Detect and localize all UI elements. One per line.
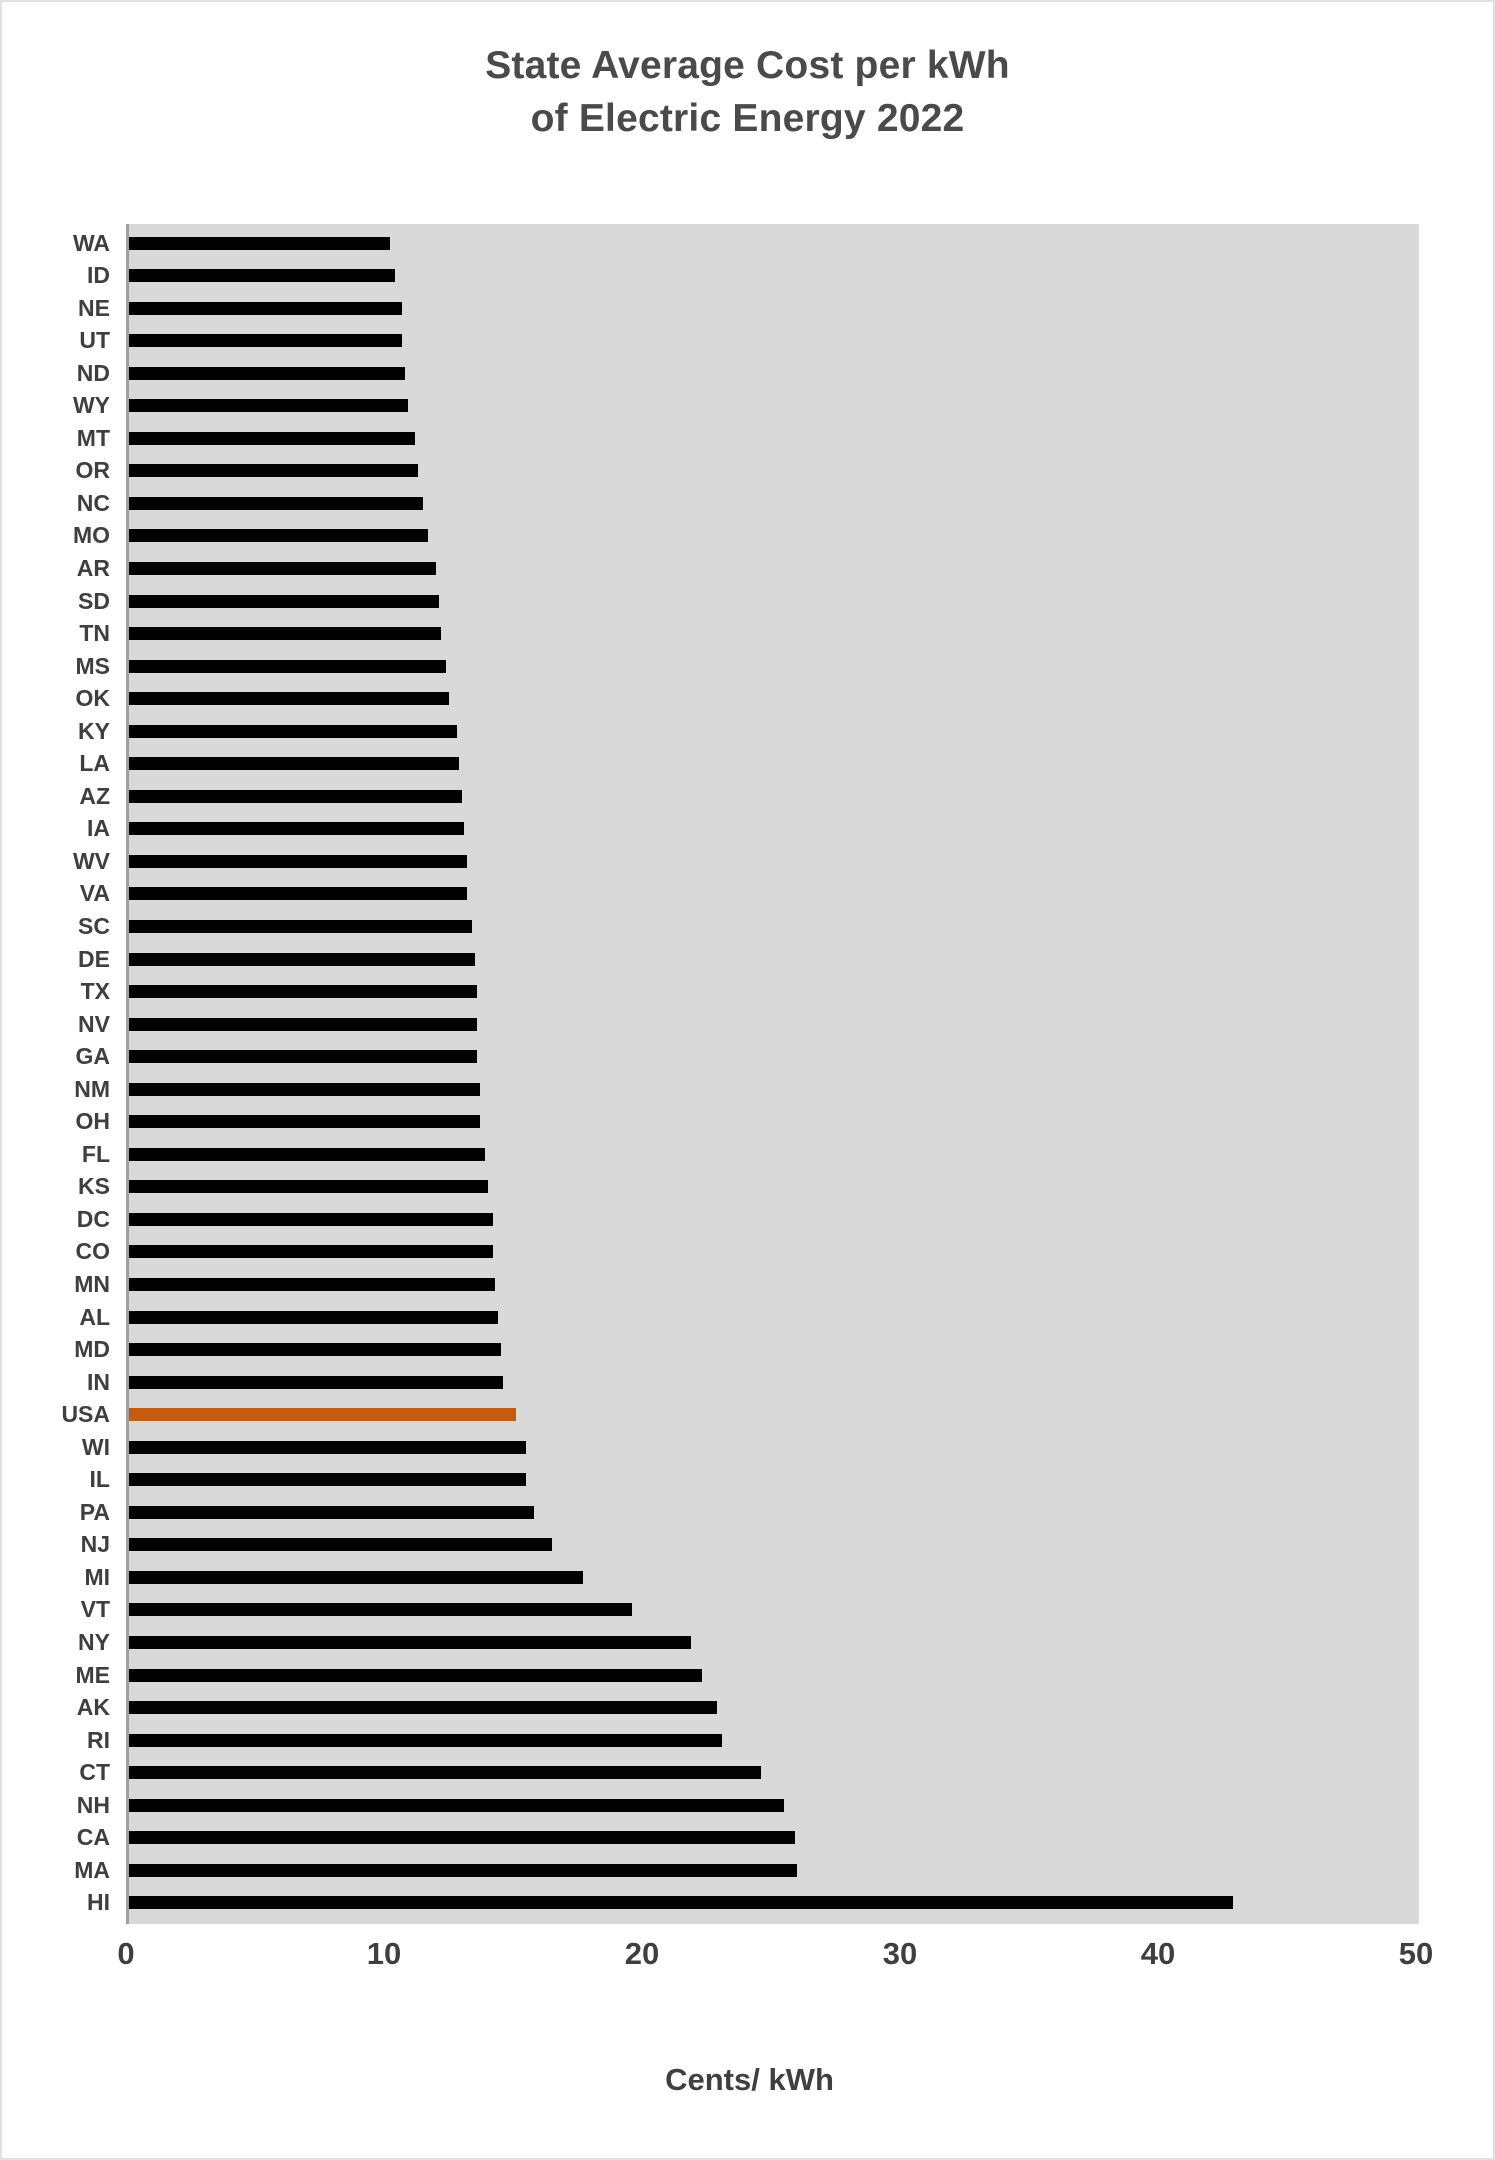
bar-row: [129, 1890, 1419, 1916]
bar-row: [129, 1792, 1419, 1818]
bar-row: [129, 621, 1419, 647]
bar: [129, 627, 441, 640]
bar-row: [129, 718, 1419, 744]
bar-row: [129, 1369, 1419, 1395]
bar: [129, 334, 402, 347]
y-axis-tick-label: AL: [79, 1303, 110, 1330]
y-axis-tick-label: MA: [74, 1856, 110, 1883]
y-axis-tick-label: RI: [87, 1726, 110, 1753]
y-axis-tick-label: HI: [87, 1889, 110, 1916]
bar-row: [129, 1662, 1419, 1688]
bar-row: [129, 425, 1419, 451]
bar-row: [129, 653, 1419, 679]
bar: [129, 497, 423, 510]
bar: [129, 1766, 761, 1779]
bar: [129, 1636, 691, 1649]
bar: [129, 757, 459, 770]
bar-row: [129, 1630, 1419, 1656]
bar: [129, 1864, 797, 1877]
bar-highlight: [129, 1408, 516, 1421]
y-axis-tick-label: CA: [76, 1824, 110, 1851]
bar: [129, 887, 467, 900]
bar-row: [129, 751, 1419, 777]
y-axis-tick-label: USA: [61, 1401, 110, 1428]
y-axis-tick-label: MO: [72, 522, 110, 549]
bar: [129, 1343, 501, 1356]
bar: [129, 1441, 526, 1454]
bar-row: [129, 881, 1419, 907]
y-axis-tick-label: TN: [79, 620, 110, 647]
bar-row: [129, 523, 1419, 549]
bar: [129, 367, 405, 380]
bar-row: [129, 1239, 1419, 1265]
y-axis-tick-label: MN: [74, 1271, 110, 1297]
bar: [129, 1831, 795, 1844]
bar: [129, 464, 418, 477]
bar-row: [129, 328, 1419, 354]
y-axis-tick-label: SD: [78, 587, 110, 614]
bar-row: [129, 1467, 1419, 1493]
y-axis-tick-label: ND: [76, 359, 110, 386]
bar: [129, 269, 395, 282]
bar-row: [129, 1044, 1419, 1070]
y-axis-tick-label: IN: [87, 1368, 110, 1395]
bar-row: [129, 458, 1419, 484]
bar: [129, 1180, 488, 1193]
y-axis-tick-label: WY: [72, 392, 110, 419]
y-axis-tick-label: WI: [81, 1433, 110, 1460]
y-axis-tick-label: CT: [79, 1759, 110, 1786]
bar: [129, 1669, 702, 1682]
y-axis-tick-label: AZ: [79, 782, 110, 809]
bar: [129, 1278, 495, 1291]
y-axis-tick-label: MS: [75, 652, 110, 679]
bar-row: [129, 816, 1419, 842]
x-axis-title: Cents/ kWh: [665, 2062, 834, 2097]
bar: [129, 562, 436, 575]
bar-row: [129, 946, 1419, 972]
bar: [129, 1245, 493, 1258]
y-axis-tick-label: PA: [79, 1498, 110, 1525]
bar-row: [129, 1174, 1419, 1200]
y-axis-tick-label: DC: [76, 1205, 110, 1232]
x-axis-tick-label: 40: [1140, 1936, 1176, 1971]
bar: [129, 432, 415, 445]
bar: [129, 1734, 722, 1747]
bar: [129, 595, 439, 608]
y-axis-tick-label: ID: [87, 262, 110, 289]
bar-row: [129, 1304, 1419, 1330]
x-axis-tick-label: 50: [1398, 1936, 1434, 1971]
chart-plot-wrapper: [2, 224, 1495, 2014]
bar: [129, 1506, 534, 1519]
bar-row: [129, 263, 1419, 289]
bar-row: [129, 1597, 1419, 1623]
bar-row: [129, 295, 1419, 321]
y-axis-tick-label: MI: [84, 1563, 110, 1590]
y-axis-tick-label: OK: [75, 685, 110, 712]
bar: [129, 985, 477, 998]
bar: [129, 855, 467, 868]
bar-row: [129, 1402, 1419, 1428]
bar: [129, 1571, 583, 1584]
y-axis-tick-label: CO: [75, 1238, 110, 1265]
y-axis-tick-label: MD: [74, 1336, 110, 1363]
bar: [129, 1473, 526, 1486]
y-axis-tick-label: VT: [80, 1596, 110, 1623]
bar: [129, 1701, 717, 1714]
y-axis-tick-label: AR: [76, 554, 110, 581]
bar-row: [129, 588, 1419, 614]
bar-row: [129, 1337, 1419, 1363]
y-axis-tick-label: KY: [78, 717, 110, 744]
bar: [129, 399, 408, 412]
bar-row: [129, 1825, 1419, 1851]
y-axis-tick-label: GA: [75, 1043, 110, 1070]
bar: [129, 529, 428, 542]
bar-row: [129, 360, 1419, 386]
y-axis-labels: [2, 224, 120, 1924]
y-axis-tick-label: LA: [79, 750, 110, 777]
bar: [129, 790, 462, 803]
x-axis: [117, 1924, 1434, 1984]
bar-row: [129, 555, 1419, 581]
bar-row: [129, 1434, 1419, 1460]
bar-row: [129, 1499, 1419, 1525]
y-axis-tick-label: NM: [74, 1075, 110, 1102]
y-axis-tick-label: NY: [78, 1629, 110, 1656]
bar: [129, 1538, 552, 1551]
bar-row: [129, 1206, 1419, 1232]
bar: [129, 920, 472, 933]
y-axis-tick-label: IL: [89, 1466, 110, 1493]
bar: [129, 237, 390, 250]
y-axis-tick-label: WA: [72, 229, 110, 256]
bar-row: [129, 913, 1419, 939]
y-axis-tick-label: VA: [79, 880, 110, 907]
bar-row: [129, 1564, 1419, 1590]
bar: [129, 692, 449, 705]
bar-row: [129, 783, 1419, 809]
bar: [129, 953, 475, 966]
y-axis-tick-label: AK: [76, 1694, 110, 1721]
chart-title-line2: of Electric Energy 2022: [530, 96, 965, 140]
bar: [129, 1213, 493, 1226]
bar-row: [129, 1727, 1419, 1753]
page-title: [2, 40, 1493, 145]
bar: [129, 725, 457, 738]
y-axis-tick-label: UT: [79, 327, 110, 354]
bar-row: [129, 1857, 1419, 1883]
bar-row: [129, 1272, 1419, 1298]
bar-row: [129, 1076, 1419, 1102]
bar: [129, 302, 402, 315]
y-axis-tick-label: NC: [76, 489, 110, 516]
bar: [129, 1799, 784, 1812]
y-axis-tick-label: NH: [76, 1791, 110, 1818]
bar: [129, 1376, 503, 1389]
bar-row: [129, 1532, 1419, 1558]
y-axis-tick-label: SC: [78, 912, 110, 939]
bar: [129, 1603, 632, 1616]
y-axis-tick-label: OH: [75, 1108, 110, 1135]
y-axis-tick-label: KS: [78, 1173, 110, 1200]
y-axis-tick-label: OR: [75, 457, 110, 484]
x-axis-tick-label: 20: [624, 1936, 660, 1971]
bar-row: [129, 230, 1419, 256]
bar-row: [129, 1695, 1419, 1721]
y-axis-tick-label: IA: [87, 815, 110, 842]
bar: [129, 1018, 477, 1031]
plot-area: [126, 224, 1419, 1924]
chart-title-line1: State Average Cost per kWh: [485, 44, 1010, 87]
bar-row: [129, 393, 1419, 419]
bar: [129, 660, 446, 673]
y-axis-tick-label: DE: [78, 945, 110, 972]
y-axis-tick-label: NJ: [80, 1531, 110, 1558]
bar: [129, 822, 464, 835]
bar: [129, 1115, 480, 1128]
bar: [129, 1148, 485, 1161]
x-axis-tick-label: 30: [882, 1936, 918, 1971]
y-axis-tick-label: MT: [76, 424, 110, 451]
y-axis-tick-label: TX: [80, 978, 110, 1005]
x-axis-tick-label: 10: [366, 1936, 402, 1971]
bar-row: [129, 686, 1419, 712]
bar-row: [129, 1109, 1419, 1135]
bar: [129, 1311, 498, 1324]
y-axis-tick-label: WV: [72, 847, 110, 874]
bar: [129, 1083, 480, 1096]
x-axis-tick-label: 0: [117, 1936, 135, 1971]
y-axis-tick-label: FL: [81, 1140, 110, 1167]
y-axis-tick-label: NE: [78, 294, 110, 321]
bar-row: [129, 848, 1419, 874]
y-axis-tick-label: NV: [78, 1010, 110, 1037]
bar-row: [129, 979, 1419, 1005]
bar-row: [129, 1011, 1419, 1037]
bar: [129, 1050, 477, 1063]
y-axis-tick-label: ME: [75, 1661, 110, 1688]
bar-row: [129, 490, 1419, 516]
bar: [129, 1896, 1233, 1909]
bar-row: [129, 1141, 1419, 1167]
bar-row: [129, 1760, 1419, 1786]
